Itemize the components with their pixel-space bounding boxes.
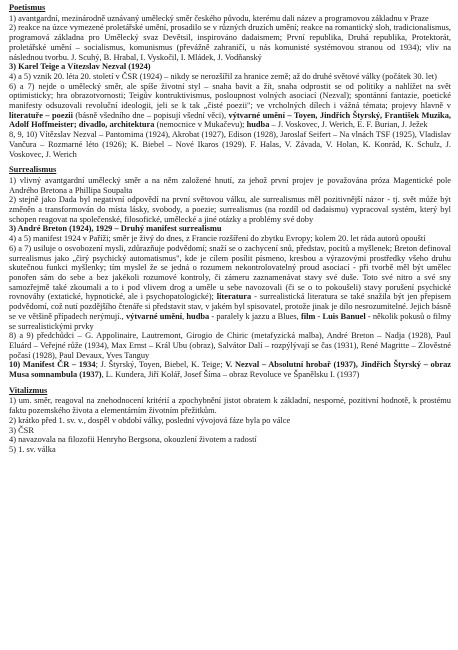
numbered-item bbox=[9, 130, 451, 159]
numbered-item bbox=[9, 195, 451, 224]
text-run: (básně všedního dne – popisují všední věci), bbox=[72, 110, 229, 120]
text-run: 3) ČSR bbox=[9, 425, 34, 435]
numbered-item bbox=[9, 435, 451, 445]
numbered-item bbox=[9, 62, 451, 72]
emphasized-text: hudba bbox=[246, 120, 270, 130]
text-run: 4) a 5) manifest 1924 v Paříži; směr je živý do dnes, z Francie rozšíření do zbytku Evropy; kolem 20. let ráda autorů opouští bbox=[9, 234, 426, 244]
text-run: 4) a 5) vznik 20. léta 20. století v ČSR (1924) – nikdy se nerozšířil za hranice země; až do druhé světové války (počátek 30. let) bbox=[9, 71, 437, 81]
numbered-item bbox=[9, 360, 451, 379]
emphasized-text: výtvarné umění – Toyen, Jindřich Štyrský, František Muzika, Adolf Hoffmeister; divadlo, architektura bbox=[9, 110, 452, 130]
numbered-item bbox=[9, 244, 451, 331]
emphasized-text: hudba bbox=[186, 311, 210, 321]
numbered-item bbox=[9, 224, 451, 234]
numbered-item bbox=[9, 234, 451, 244]
text-run: 1) vlivný avantgardní umělecký směr a na něm založené hnutí, za jehož první projev je považována próza Magentické pole Andrého Bretona a Phillipa Soupalta bbox=[9, 175, 451, 195]
emphasized-text: literatuře – poezii bbox=[9, 110, 73, 120]
numbered-item bbox=[9, 82, 451, 131]
text-run: , L. Kundera, Jiří Kolář, Josef Šíma – obraz Revoluce ve Španělsku I. (1937) bbox=[101, 370, 360, 380]
numbered-item bbox=[9, 14, 451, 24]
text-run: 1) avantgardní, mezinárodně uznávaný umělecký směr českého původu, kterému dali název a programovou základnu v Praze bbox=[9, 13, 429, 23]
text-run: ; J. Štyrský, Toyen, Biebel, K. Teige; bbox=[95, 360, 226, 370]
numbered-item bbox=[9, 23, 451, 62]
text-run: - několik pokusů o filmy se surrealistickými prvky bbox=[9, 311, 452, 331]
text-run: 1) um. směr, reagoval na znehodnocení kritérií a zpochybnění jistot obratem k základní, nesporné, pozitivní hodnotě, k prostému faktu pozemského života a elementárním životním přežitkům. bbox=[9, 396, 451, 416]
numbered-item bbox=[9, 416, 451, 426]
text-run: 2) reakce na úzce vymezené proletářské umění, prosadilo se v různých druzích umění; reakce na romantický sloh, tradicionalismus, programová základna pro Umělecký svaz Devětsil, inspirováno dadaismem; První republika, Druhá republika, Protektorát, proletářské umění – socialismus, komunismus (převážně zahraničí, u nás komunisté systémovou stranou od 1934); vliv na následnou tvorbu. J. Scuhý, B. Hrabal, I. Vyskočil, I. Mládek, J. Vodňanský bbox=[9, 23, 451, 62]
section-heading: Poetismus bbox=[9, 3, 46, 12]
section-poetismus bbox=[9, 3, 451, 159]
text-run: , bbox=[182, 311, 187, 321]
text-run: 8, 9, 10) Vítězslav Nezval – Pantomima (1924), Akrobat (1927), Edison (1928), Jaroslaf Seifert – Na vlnách TSF (1925), Vladislav Vančura – Rozmarné léto (1926); K. Biebel – Nové Ikaros (1929). F. Halas, V. Závada, V. Holan, K. Konrád, K. Schulz, J. Voskovec, J. Werich bbox=[9, 130, 451, 159]
emphasized-text: 10) Manifest ČR – 1934 bbox=[9, 360, 96, 370]
section-heading: Vitalizmus bbox=[9, 385, 48, 395]
text-run: 5) 1. sv. válka bbox=[9, 444, 56, 454]
text-run: 4) navazovala na filozofii Henryho Bergsona, okouzlení životem a radostí bbox=[9, 435, 257, 445]
text-run: (nemocnice v Mukačevu); bbox=[154, 120, 247, 130]
section-surrealismus bbox=[9, 165, 451, 379]
emphasized-text: výtvarné umění bbox=[125, 311, 183, 321]
text-run: - paralely k jazzu a Blues, bbox=[209, 311, 301, 321]
numbered-item bbox=[9, 72, 451, 82]
text-run: 8) a 9) předchůdci – G. Appolinaire, Lautremont, Girogio de Chiric (metafyzická malba), André Breton – Nadja (1928), Paul Eluárd – Veřejné růže (1934), Max Ernst – Král Ubu (obraz), Salvátor Dalí – rozpýlývají se čas (1931), René Magritte – Zlověstné počasí (1928), Paul Devaux, Yves Tanguy bbox=[9, 331, 451, 360]
text-run: - surrealistická literatura se také snažila být jen přepisem podvědomí, což nutí pozdějšího čtenáře si představit stav, v jakém byl spisovatel, protože jinak je dílo nesrozumitelné. Jejich básně se ve většině případech nerýmují., bbox=[9, 292, 451, 321]
emphasized-text: V. Nezval – Absolutní hrobař (1937), Jindřich Štyrský – obraz Musa somnambula (1937) bbox=[9, 360, 451, 380]
numbered-item bbox=[9, 396, 451, 415]
text-run: 6) a 7) nejde o umělecký směr, ale spíše životní styl – snaha bavit a žít, snaha odprostit se od politiky a nahlížet na svět optimisticky; hra obrazotvornosti; Teigův kontruktivismus, posloupnost volných asociací (Nezval); spontánní fantazie, poetické manifesty odsuzovali revoluční ideologii, jeli se k tak „čisté poezii"; ve vrcholných dílech i vážná témata; projevy hlavně v bbox=[9, 81, 451, 111]
section-heading: Surrealismus bbox=[9, 165, 57, 175]
emphasized-text: literatura bbox=[216, 292, 252, 302]
text-run: 2) krátko před 1. sv. v., dospěl v období války, poslední vývojová fáze byla po válce bbox=[9, 415, 291, 425]
text-run: – J. Voskovec, J. Werich, E. F. Burian, J. Ježek bbox=[269, 120, 428, 130]
emphasized-text: Luis Banuel bbox=[322, 311, 366, 321]
numbered-item bbox=[9, 331, 451, 360]
emphasized-text: 3) André Breton (1924), 1929 – Druhý manifest surrealismu bbox=[9, 224, 222, 234]
emphasized-text: 3) Karel Teige a Vítezslav Nezval (1924) bbox=[9, 62, 151, 72]
emphasized-text: film bbox=[300, 311, 316, 321]
text-run: 6) a 7) usiluje o osvobození mysli, zdůrazňuje podvědomí; snaží se o zachycení snů, představ, pocitů a myšlenek; Breton definoval surrealismus jako „čirý psychický automatismus", kde je cílem posílit písmeno, kresbou a výrazovými prostředky všeho druhu skutečnou funkci myšlenky; tím myslel že se jedná o rozumem nekontrolovatelný proud asociací - při tvorbě měl být umělec ponořen sám do sebe a bez jakékoli rozumové kontroly, či zámeru zaznamenávat stavy své duše. Toto své nitro a své sny samozřejmě také zkoumali a to i pod vlivem drog a uměle u sebe navozovali (či se o to pokoušeli) stavy porušení psychické rovnováhy (extatické, hypnotické, ale i psychopatologické); bbox=[9, 243, 451, 302]
numbered-item bbox=[9, 445, 451, 455]
numbered-item bbox=[9, 176, 451, 195]
text-run: - bbox=[315, 311, 323, 321]
numbered-item bbox=[9, 426, 451, 436]
text-run: 2) stejně jako Dada byl negativní odpovědí na první světovou válku, ale surrealismus měl pozitivnější názor - tj. svět může být změněn a transformován do místa lásky, svobody, a poezie; surrealismus (na rozdíl od dadaismu) vypracoval systém, který byl schopen reagovat na společenské, filosofické, umělecké a jiné otázky a problémy své doby bbox=[9, 195, 451, 224]
section-vitalizmus bbox=[9, 386, 451, 455]
